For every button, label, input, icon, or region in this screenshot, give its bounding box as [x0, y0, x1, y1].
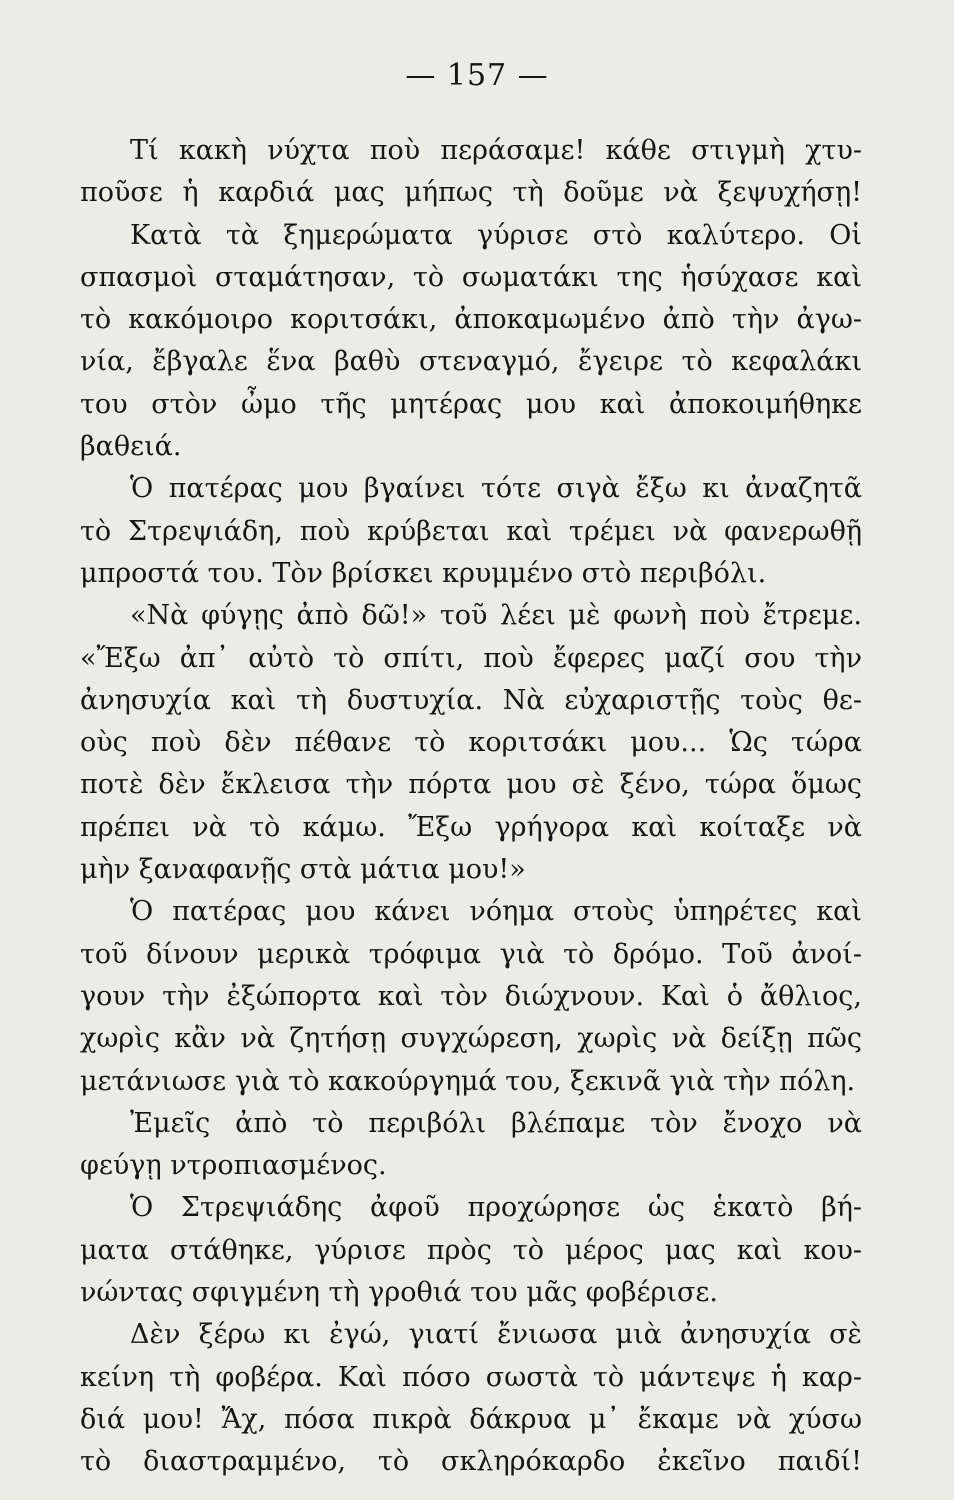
text-line: «Νὰ φύγῃς ἀπὸ δῶ!» τοῦ λέει μὲ φωνὴ ποὺ ἔτρεμε. [130, 600, 862, 632]
text-line: τὸ κακόμοιρο κοριτσάκι, ἀποκαμωμένο ἀπὸ τὴν ἀγω- [80, 304, 862, 336]
text-line: ἀνησυχία καὶ τὴ δυστυχία. Νὰ εὐχαριστῇς τοὺς θε- [80, 684, 862, 716]
text-line: τοῦ δίνουν μερικὰ τρόφιμα γιὰ τὸ δρόμο. Τοῦ ἀνοί- [80, 938, 862, 970]
text-line: βαθειά. [80, 431, 182, 463]
text-line: Ὁ πατέρας μου κάνει νόημα στοὺς ὑπηρέτες καὶ [130, 896, 862, 928]
text-line: σπασμοὶ σταμάτησαν, τὸ σωματάκι της ἡσύχασε καὶ [80, 261, 862, 293]
text-line: Κατὰ τὰ ξημερώματα γύρισε στὸ καλύτερο. Οἱ [130, 219, 862, 251]
text-line: μπροστά του. Τὸν βρίσκει κρυμμένο στὸ περιβόλι. [80, 557, 767, 589]
text-line: Τί κακὴ νύχτα ποὺ περάσαμε! κάθε στιγμὴ χτυ- [130, 135, 862, 166]
text-line: ποτὲ δὲν ἔκλεισα τὴν πόρτα μου σὲ ξένο, τώρα ὅμως [80, 769, 862, 801]
text-line: νώντας σφιγμένη τὴ γροθιά του μᾶς φοβέρισε. [80, 1277, 718, 1309]
text-line: Ὁ πατέρας μου βγαίνει τότε σιγὰ ἔξω κι ἀναζητᾶ [130, 473, 862, 505]
text-line: ματα στάθηκε, γύρισε πρὸς τὸ μέρος μας καὶ κου- [80, 1234, 862, 1266]
text-line: Δὲν ξέρω κι ἐγώ, γιατί ἔνιωσα μιὰ ἀνησυχία σὲ [130, 1319, 862, 1351]
text-line: «Ἔξω ἀπ᾽ αὐτὸ τὸ σπίτι, ποὺ ἔφερες μαζί σου τὴν [80, 642, 862, 674]
text-line: τὸ διαστραμμένο, τὸ σκληρόκαρδο ἐκεῖνο παιδί! [80, 1446, 862, 1478]
text-line: φεύγῃ ντροπιασμένος. [80, 1150, 387, 1182]
text-line: του στὸν ὦμο τῆς μητέρας μου καὶ ἀποκοιμήθηκε [80, 388, 862, 420]
text-line: οὺς ποὺ δὲν πέθανε τὸ κοριτσάκι μου... Ὡς τώρα [80, 727, 862, 759]
text-line: διά μου! Ἄχ, πόσα πικρὰ δάκρυα μ᾽ ἔκαμε νὰ χύσω [80, 1403, 862, 1435]
text-line: πρέπει νὰ τὸ κάμω. Ἔξω γρήγορα καὶ κοίταξε νὰ [80, 811, 862, 843]
text-line: μὴν ξαναφανῇς στὰ μάτια μου!» [80, 854, 526, 886]
body-text [80, 130, 862, 1484]
text-line: Ἐμεῖς ἀπὸ τὸ περιβόλι βλέπαμε τὸν ἔνοχο νὰ [130, 1107, 862, 1139]
text-line: τὸ Στρεψιάδη, ποὺ κρύβεται καὶ τρέμει νὰ φανερωθῇ [80, 515, 862, 547]
text-line: κείνη τὴ φοβέρα. Καὶ πόσο σωστὰ τὸ μάντεψε ἡ καρ- [80, 1361, 862, 1393]
text-line: ποῦσε ἡ καρδιά μας μήπως τὴ δοῦμε νὰ ξεψυχήσῃ! [80, 177, 862, 209]
text-line: γουν τὴν ἐξώπορτα καὶ τὸν διώχνουν. Καὶ ὁ ἄθλιος, [80, 980, 862, 1012]
text-line: Ὁ Στρεψιάδης ἀφοῦ προχώρησε ὡς ἑκατὸ βή- [130, 1192, 862, 1224]
text-line: χωρὶς κἂν νὰ ζητήσῃ συγχώρεση, χωρὶς νὰ δείξῃ πῶς [80, 1023, 862, 1055]
page-number: — 157 — [405, 58, 549, 93]
text-line: νία, ἔβγαλε ἕνα βαθὺ στεναγμό, ἔγειρε τὸ κεφαλάκι [80, 346, 862, 378]
text-line: μετάνιωσε γιὰ τὸ κακούργημά του, ξεκινᾶ γιὰ τὴν πόλη. [80, 1065, 856, 1097]
